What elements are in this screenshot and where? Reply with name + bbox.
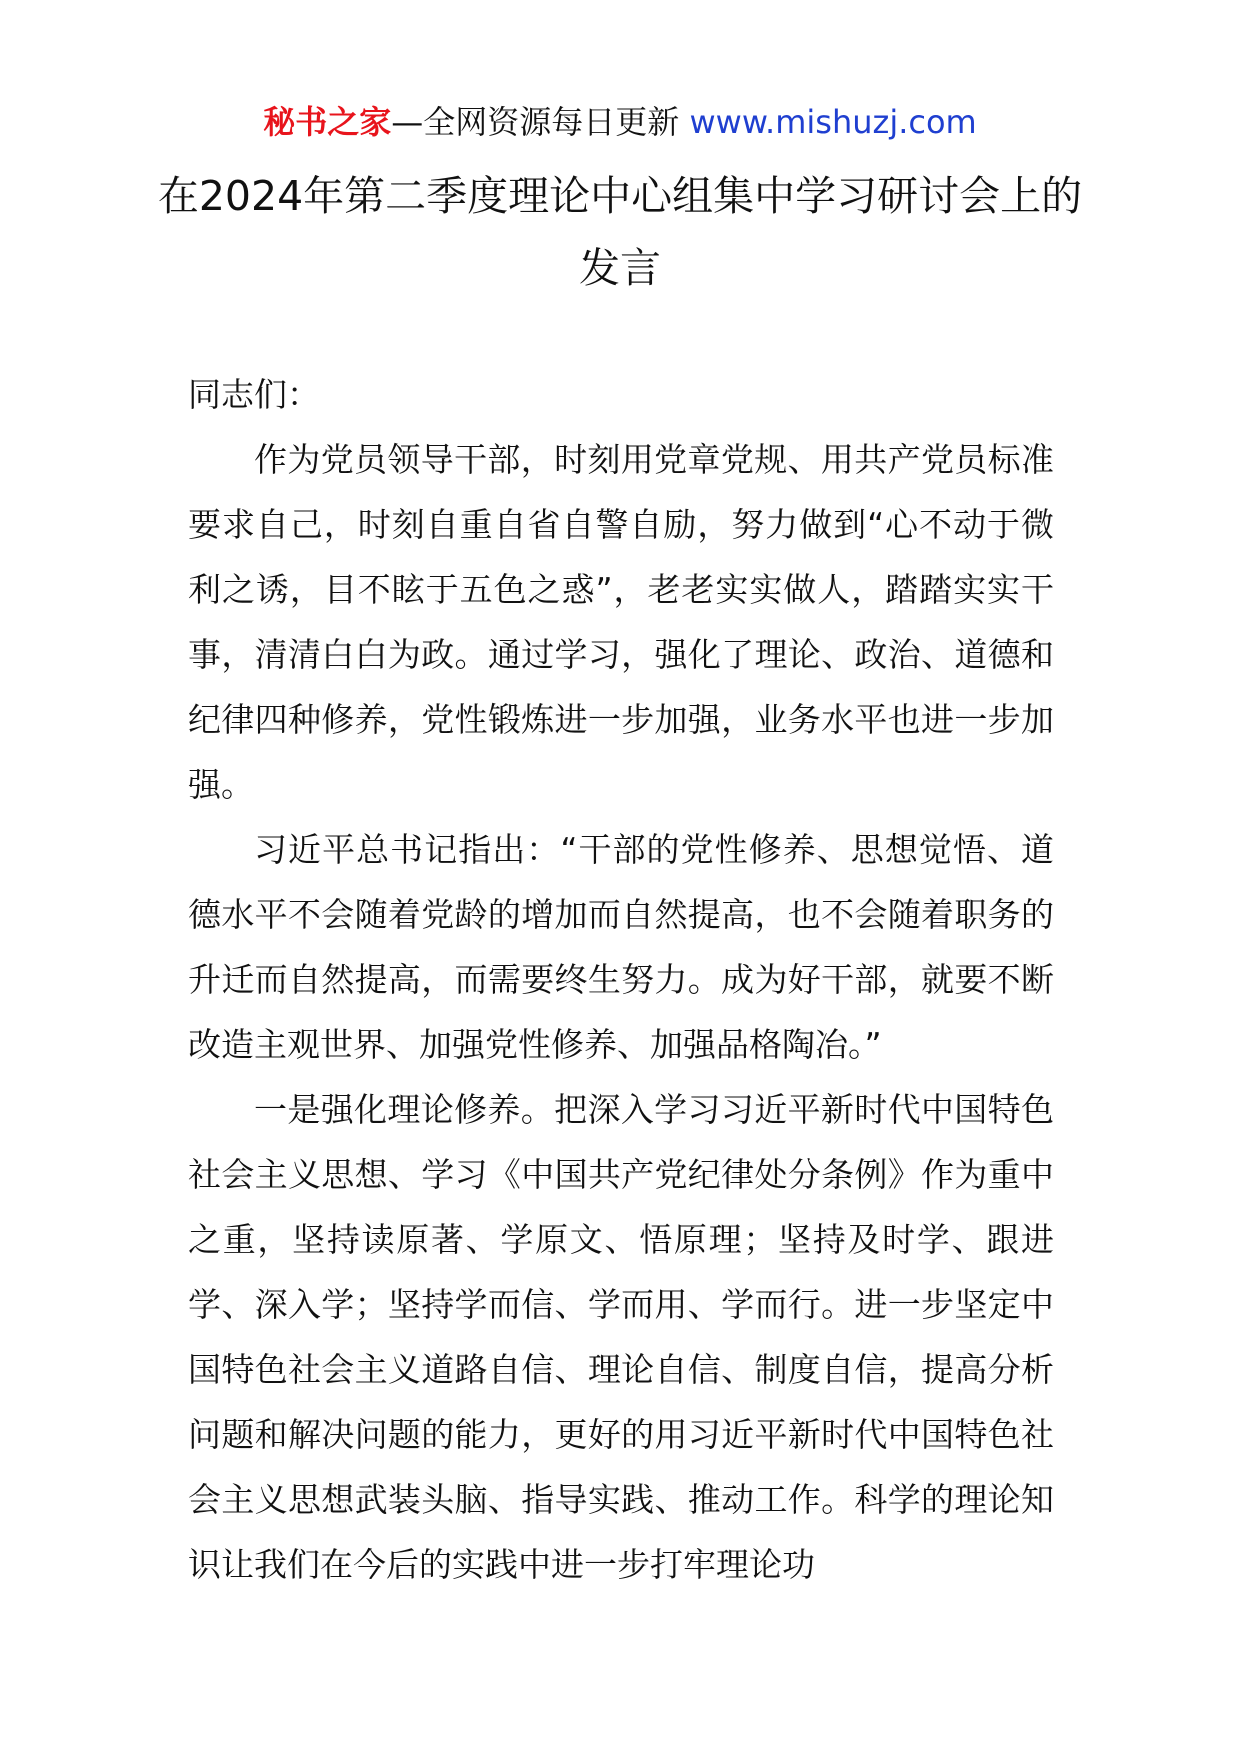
- salutation: 同志们：: [188, 375, 320, 414]
- document-body: [188, 362, 1054, 1597]
- body-paragraph: 习近平总书记指出：“干部的党性修养、思想觉悟、道德水平不会随着党龄的增加而自然提高，也不会随着职务的升迁而自然提高，而需要终生努力。成为好干部，就要不断改造主观世界、加强党性修养、加强品格陶冶。”: [188, 830, 1054, 1064]
- site-header: [0, 100, 1240, 144]
- document-title: 在2024年第二季度理论中心组集中学习研讨会上的发言: [157, 172, 1083, 292]
- site-tagline: —全网资源每日更新: [391, 103, 690, 141]
- site-url-link[interactable]: www.mishuzj.com: [689, 103, 977, 141]
- body-paragraph: 一是强化理论修养。把深入学习习近平新时代中国特色社会主义思想、学习《中国共产党纪律处分条例》作为重中之重，坚持读原著、学原文、悟原理；坚持及时学、跟进学、深入学；坚持学而信、学而用、学而行。进一步坚定中国特色社会主义道路自信、理论自信、制度自信，提高分析问题和解决问题的能力，更好的用习近平新时代中国特色社会主义思想武装头脑、指导实践、推动工作。科学的理论知识让我们在今后的实践中进一步打牢理论功: [188, 1090, 1054, 1584]
- body-paragraph: 作为党员领导干部，时刻用党章党规、用共产党员标准要求自己，时刻自重自省自警自励，努力做到“心不动于微利之诱，目不眩于五色之惑”，老老实实做人，踏踏实实干事，清清白白为政。通过学习，强化了理论、政治、道德和纪律四种修养，党性锻炼进一步加强，业务水平也进一步加强。: [188, 440, 1054, 804]
- brand-name: 秘书之家: [263, 103, 392, 141]
